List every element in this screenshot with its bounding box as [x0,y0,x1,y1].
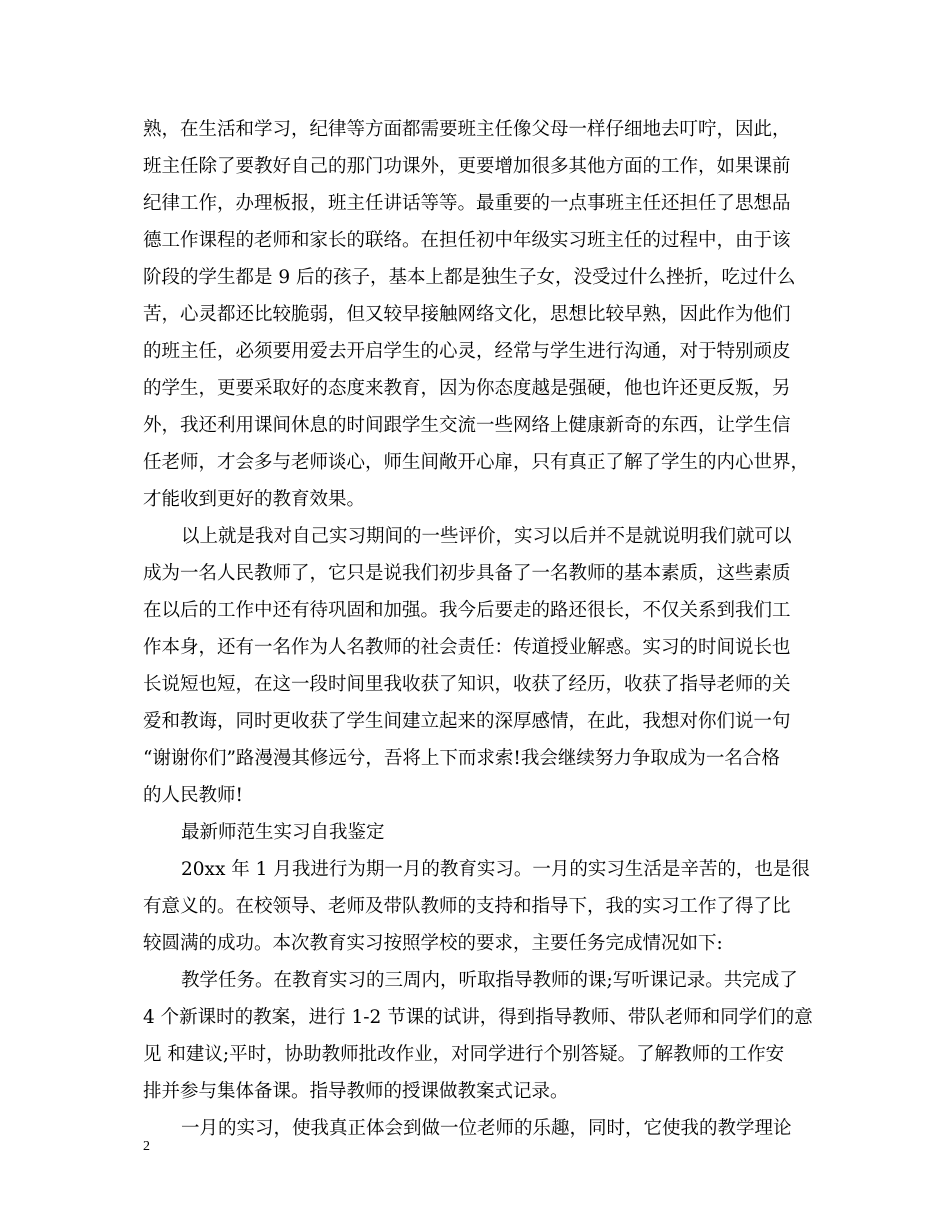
text-line: 的人民教师! [143,785,243,806]
text-line: 作本身，还有一名作为人名教师的社会责任：传道授业解惑。实习的时间说长也 [143,637,791,658]
text-line: 爱和教诲，同时更收获了学生间建立起来的深厚感情，在此，我想对你们说一句 [143,711,791,732]
text-line: 见 和建议;平时，协助教师批改作业，对同学进行个别答疑。了解教师的工作安 [143,1044,785,1065]
text-line: “谢谢你们”路漫漫其修远兮，吾将上下而求索!我会继续努力争取成为一名合格 [143,748,780,769]
text-line: 有意义的。在校领导、老师及带队教师的支持和指导下，我的实习工作了得了比 [143,896,791,917]
paragraph-first-line: 20xx 年 1 月我进行为期一月的教育实习。一月的实习生活是辛苦的，也是很 [181,859,810,880]
paragraph-first-line: 一月的实习，使我真正体会到做一位老师的乐趣，同时，它使我的教学理论 [181,1118,792,1139]
text-line: 在以后的工作中还有待巩固和加强。我今后要走的路还很长，不仅关系到我们工 [143,600,791,621]
text-line: 排并参与集体备课。指导教师的授课做教案式记录。 [143,1081,569,1102]
paragraph-first-line: 教学任务。在教育实习的三周内，听取指导教师的课;写听课记录。共完成了 [181,970,798,991]
text-line: 苦，心灵都还比较脆弱，但又较早接触网络文化，思想比较早熟，因此作为他们 [143,304,791,325]
text-line: 成为一名人民教师了，它只是说我们初步具备了一名教师的基本素质，这些素质 [143,563,791,584]
text-line: 任老师，才会多与老师谈心，师生间敞开心扉，只有真正了解了学生的内心世界， [143,452,810,473]
text-line: 熟，在生活和学习，纪律等方面都需要班主任像父母一样仔细地去叮咛，因此， [143,119,791,140]
text-line: 外，我还利用课间休息的时间跟学生交流一些网络上健康新奇的东西，让学生信 [143,415,791,436]
text-line: 4 个新课时的教案，进行 1-2 节课的试讲，得到指导教师、带队老师和同学们的意 [143,1007,813,1028]
text-line: 的班主任，必须要用爱去开启学生的心灵，经常与学生进行沟通，对于特别顽皮 [143,341,791,362]
text-line: 班主任除了要教好自己的那门功课外，更要增加很多其他方面的工作，如果课前 [143,156,791,177]
page-number: 2 [143,1139,150,1154]
text-line: 的学生，更要采取好的态度来教育，因为你态度越是强硬，他也许还更反叛，另 [143,378,791,399]
text-line: 长说短也短，在这一段时间里我收获了知识，收获了经历，收获了指导老师的关 [143,674,791,695]
text-line: 纪律工作，办理板报，班主任讲话等等。最重要的一点事班主任还担任了思想品 [143,193,791,214]
text-line: 阶段的学生都是 9 后的孩子，基本上都是独生子女，没受过什么挫折，吃过什么 [143,267,796,288]
text-line: 才能收到更好的教育效果。 [143,489,366,510]
section-heading: 最新师范生实习自我鉴定 [181,822,385,843]
paragraph-first-line: 以上就是我对自己实习期间的一些评价，实习以后并不是就说明我们就可以 [181,526,792,547]
text-line: 德工作课程的老师和家长的联络。在担任初中年级实习班主任的过程中，由于该 [143,230,791,251]
text-line: 较圆满的成功。本次教育实习按照学校的要求，主要任务完成情况如下: [143,933,723,954]
